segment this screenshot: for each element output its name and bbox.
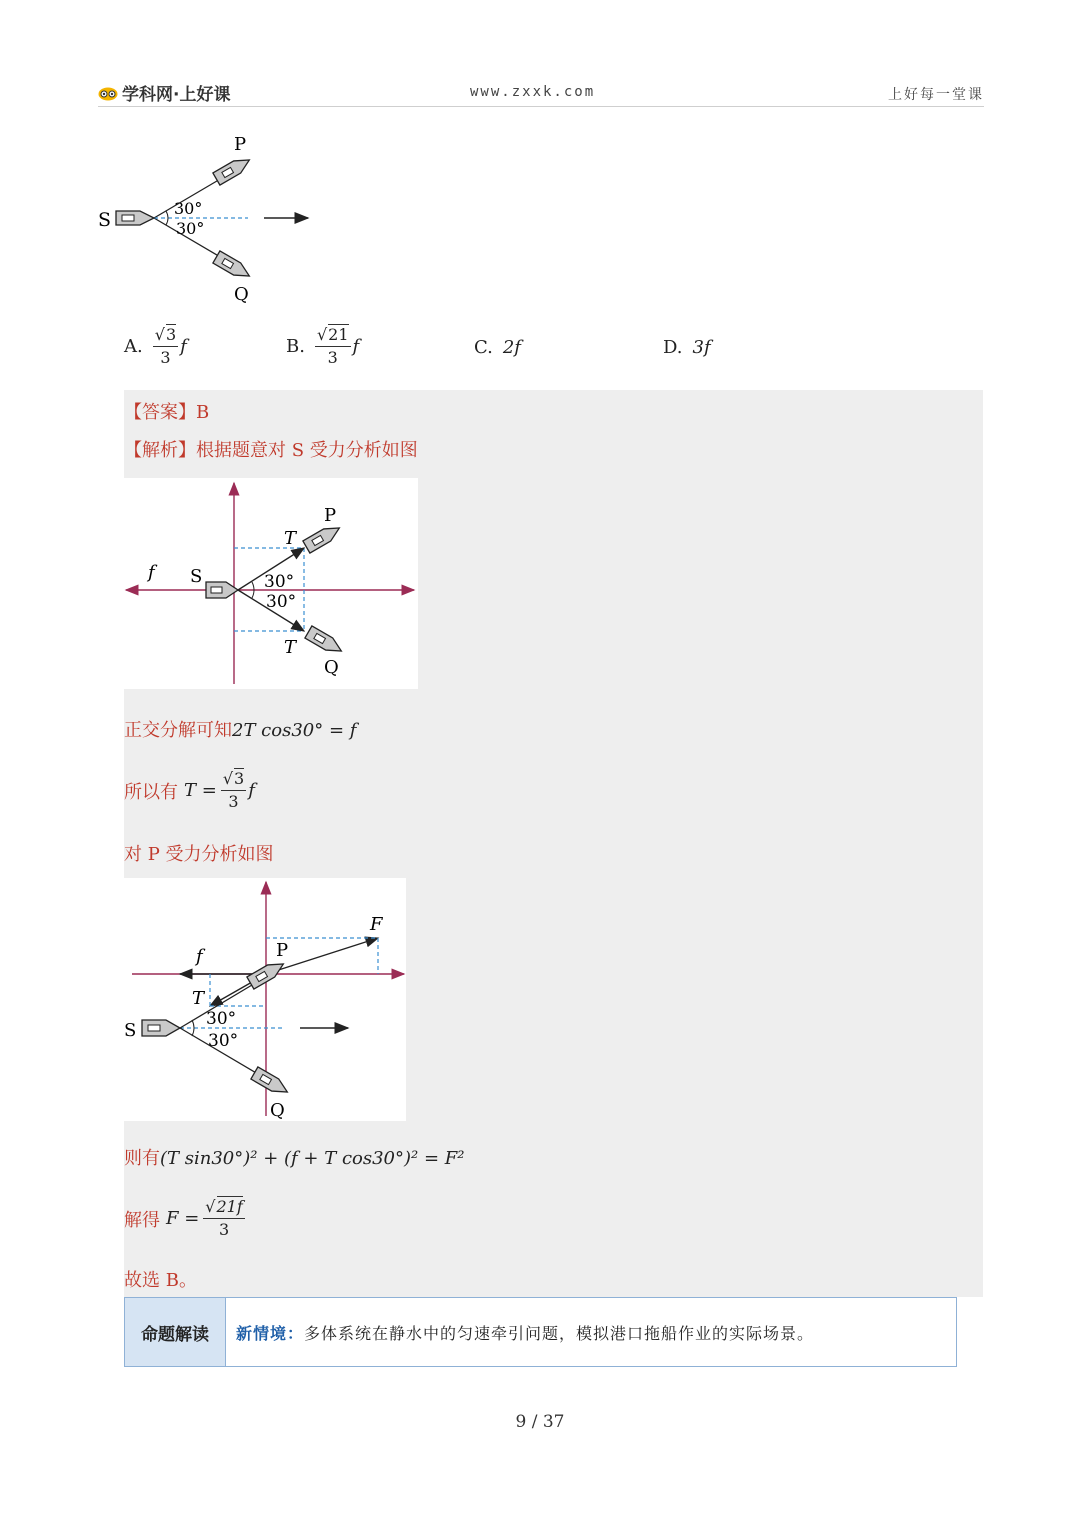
boat-q bbox=[213, 251, 253, 282]
equation-5-text: 解得 bbox=[124, 1209, 160, 1231]
analysis-label: 【解析】 bbox=[124, 440, 196, 461]
option-d-value: 3f bbox=[692, 337, 711, 358]
commentary-label: 命题解读 bbox=[125, 1298, 226, 1366]
fig3-label-q: Q bbox=[270, 1100, 285, 1121]
equation-line-5 bbox=[124, 1196, 247, 1241]
answer-value: B bbox=[196, 402, 210, 423]
fig2-label-q: Q bbox=[324, 657, 339, 678]
option-b-numerator: 21 bbox=[328, 325, 349, 344]
option-c[interactable] bbox=[474, 337, 521, 358]
force-diagram-s bbox=[124, 478, 418, 689]
analysis-line bbox=[124, 436, 418, 462]
equation-1-math: 2T cos30° = f bbox=[232, 720, 357, 741]
option-b-label: B. bbox=[286, 336, 305, 357]
option-c-value: 2f bbox=[502, 337, 521, 358]
fig2-angle-top: 30° bbox=[264, 572, 295, 592]
commentary-content bbox=[226, 1298, 814, 1366]
option-d-label: D. bbox=[663, 337, 683, 358]
fig2-angle-bottom: 30° bbox=[266, 592, 297, 612]
answer-label: 【答案】 bbox=[124, 402, 196, 423]
logo-text: 学科网·上好课 bbox=[122, 85, 231, 105]
fig2-label-s: S bbox=[190, 566, 203, 587]
analysis-p-line: 对 P 受力分析如图 bbox=[124, 844, 274, 865]
fig3-angle-top: 30° bbox=[206, 1009, 237, 1029]
boat-p bbox=[213, 154, 253, 185]
fig2-label-f: f bbox=[148, 562, 155, 583]
owl-logo-icon bbox=[98, 85, 118, 101]
equation-2-denominator: 3 bbox=[228, 792, 239, 811]
fig2-label-p: P bbox=[324, 505, 337, 526]
conclusion-line: 故选 B。 bbox=[124, 1270, 197, 1291]
question-figure bbox=[92, 130, 332, 310]
fig2-label-t-top: T bbox=[284, 528, 297, 549]
answer-options bbox=[124, 324, 824, 384]
equation-line-2 bbox=[124, 768, 255, 813]
option-a-numerator: 3 bbox=[165, 325, 177, 344]
option-a[interactable] bbox=[124, 324, 187, 369]
option-d[interactable] bbox=[663, 337, 711, 358]
equation-2-numerator: 3 bbox=[234, 769, 245, 788]
analysis-text: 根据题意对 S 受力分析如图 bbox=[196, 440, 418, 461]
equation-line-1 bbox=[124, 716, 356, 742]
equation-4-math: (T sin30°)² + (f + T cos30°)² = F² bbox=[160, 1148, 465, 1169]
fig3-label-s: S bbox=[124, 1020, 137, 1041]
option-c-label: C. bbox=[474, 337, 493, 358]
site-logo bbox=[98, 80, 230, 105]
equation-line-4 bbox=[124, 1144, 464, 1170]
equation-2-lhs: T = bbox=[184, 780, 217, 801]
equation-5-numerator: 21f bbox=[216, 1197, 243, 1216]
option-b-denominator: 3 bbox=[327, 348, 338, 367]
equation-5-lhs: F = bbox=[166, 1208, 200, 1229]
force-diagram-p bbox=[124, 878, 406, 1121]
option-a-var: f bbox=[180, 336, 187, 357]
option-a-fraction: $\frac{√3}{3}$ bbox=[154, 325, 177, 367]
answer-line bbox=[124, 398, 209, 424]
equation-4-text: 则有 bbox=[124, 1148, 160, 1169]
label-s: S bbox=[98, 209, 112, 231]
equation-5-fraction: $\frac{√21f}{3}$ bbox=[205, 1197, 243, 1239]
commentary-text: 多体系统在静水中的匀速牵引问题，模拟港口拖船作业的实际场景。 bbox=[304, 1323, 815, 1343]
boat-s bbox=[116, 211, 154, 225]
site-url[interactable]: www.zxxk.com bbox=[470, 84, 596, 100]
option-b[interactable] bbox=[286, 324, 359, 369]
fig3-label-p: P bbox=[276, 940, 289, 961]
fig2-label-t-bottom: T bbox=[284, 637, 297, 658]
fig3-angle-bottom: 30° bbox=[208, 1031, 239, 1051]
fig3-label-f: f bbox=[196, 946, 203, 967]
option-b-fraction: $\frac{√21}{3}$ bbox=[316, 325, 349, 367]
equation-2-fraction: $\frac{√3}{3}$ bbox=[222, 769, 245, 811]
equation-2-text: 所以有 bbox=[124, 781, 178, 803]
commentary-box bbox=[124, 1297, 957, 1367]
equation-5-denominator: 3 bbox=[218, 1220, 230, 1239]
label-p: P bbox=[234, 134, 247, 155]
page-number: 9 / 37 bbox=[515, 1412, 565, 1432]
equation-1-text: 正交分解可知 bbox=[124, 720, 232, 741]
site-motto: 上好每一堂课 bbox=[888, 87, 984, 103]
option-b-var: f bbox=[352, 336, 360, 357]
option-a-label: A. bbox=[124, 336, 143, 357]
solution-panel bbox=[124, 390, 983, 1297]
angle-label-bottom: 30° bbox=[176, 219, 205, 238]
fig3-label-f-result: F bbox=[370, 914, 383, 935]
commentary-title: 新情境： bbox=[236, 1323, 305, 1343]
label-q: Q bbox=[234, 284, 249, 305]
equation-2-var: f bbox=[248, 780, 255, 801]
angle-label-top: 30° bbox=[174, 199, 203, 218]
option-a-denominator: 3 bbox=[160, 348, 171, 367]
fig3-label-t: T bbox=[192, 988, 205, 1009]
page-header bbox=[98, 78, 984, 107]
